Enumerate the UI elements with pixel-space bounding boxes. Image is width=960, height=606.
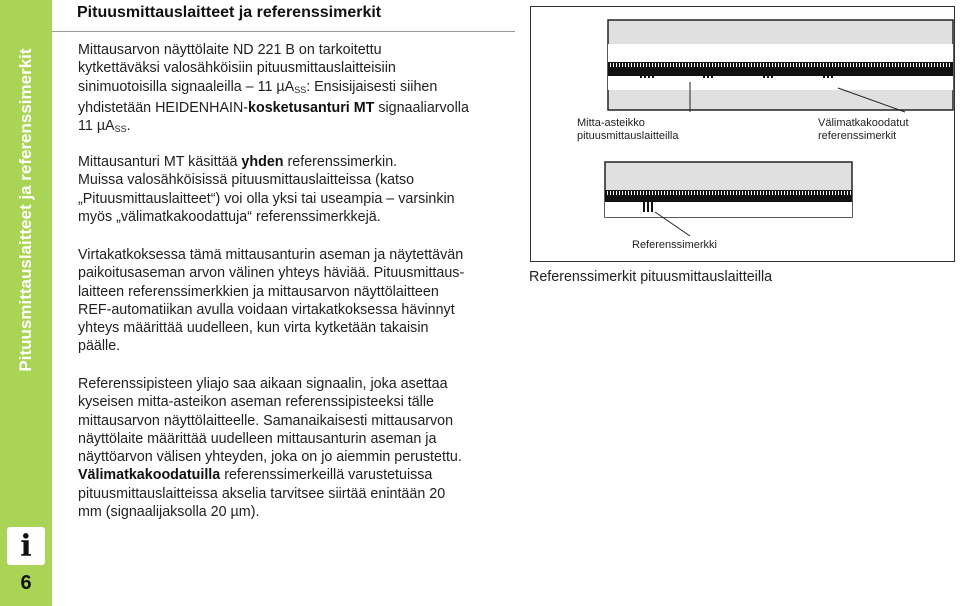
graduation-tick [865, 63, 866, 67]
graduation-tick [625, 191, 626, 195]
graduation-tick [652, 191, 653, 195]
figure-caption: Referenssimerkit pituusmittauslaitteilla [529, 269, 773, 285]
graduation-tick [748, 191, 749, 195]
graduation-tick [853, 63, 854, 67]
graduation-tick [688, 191, 689, 195]
graduation-tick [838, 191, 839, 195]
graduation-tick [886, 63, 887, 67]
graduation-tick [787, 63, 788, 67]
graduation-tick [910, 63, 911, 67]
scale-diagram [0, 0, 960, 300]
graduation-tick [826, 191, 827, 195]
graduation-tick [775, 191, 776, 195]
graduation-tick [643, 191, 644, 195]
graduation-tick [736, 191, 737, 195]
graduation-tick [760, 63, 761, 67]
graduation-tick [925, 63, 926, 67]
paragraph-intro: Mittausarvon näyttölaite ND 221 B on tarkoitettu kytkettäväksi valosähköisiin pituusmittauslaitteisiin sinimuotoisilla signaaleilla – 11 µA$_{SS}$: Ensisijaisesti siihen yhdistetään HEIDENHAIN-kosketusanturi MT signaaliarvolla 11 µA$_{SS}$. [78, 42, 469, 135]
graduation-tick [745, 191, 746, 195]
paragraph-power-failure: Virtakatkoksessa tämä mittausanturin aseman ja näytettävän paikoitusaseman arvon välinen yhteys häviää. Pituusmittaus- laitteen referenssimerkkien ja mittausarvon näyttölaitteen REF-automatiikan avulla voidaan virtakatkoksessa hävinnyt yhteys määrittää uudelleen, kun virta kytketään takaisin päälle. [78, 247, 465, 355]
graduation-tick [622, 63, 623, 67]
graduation-tick [841, 191, 842, 195]
graduation-tick [919, 63, 920, 67]
graduation-tick [715, 63, 716, 67]
graduation-tick [616, 191, 617, 195]
graduation-tick [709, 63, 710, 67]
graduation-tick [907, 63, 908, 67]
graduation-tick [703, 191, 704, 195]
graduation-tick [631, 191, 632, 195]
graduation-tick [922, 63, 923, 67]
graduation-tick [748, 63, 749, 67]
graduation-tick [652, 63, 653, 67]
graduation-tick [721, 63, 722, 67]
graduation-tick [739, 63, 740, 67]
graduation-tick [847, 63, 848, 67]
graduation-tick [778, 63, 779, 67]
graduation-tick [673, 63, 674, 67]
graduation-tick [733, 63, 734, 67]
graduation-tick [619, 191, 620, 195]
graduation-tick [838, 63, 839, 67]
graduation-tick [670, 191, 671, 195]
graduation-tick [658, 191, 659, 195]
graduation-tick [664, 63, 665, 67]
graduation-tick [712, 63, 713, 67]
graduation-tick [631, 63, 632, 67]
graduation-tick [610, 191, 611, 195]
graduation-tick [868, 63, 869, 67]
graduation-tick [817, 191, 818, 195]
graduation-tick [829, 63, 830, 67]
graduation-tick [763, 63, 764, 67]
graduation-tick [694, 191, 695, 195]
graduation-tick [724, 63, 725, 67]
graduation-tick [841, 63, 842, 67]
graduation-tick [673, 191, 674, 195]
graduation-tick [703, 63, 704, 67]
graduation-tick [787, 191, 788, 195]
graduation-tick [844, 63, 845, 67]
graduation-tick [637, 191, 638, 195]
graduation-tick [637, 63, 638, 67]
graduation-tick [784, 63, 785, 67]
graduation-tick [613, 191, 614, 195]
label-reference-mark: Referenssimerkki [632, 239, 717, 251]
graduation-tick [736, 63, 737, 67]
graduation-tick [655, 191, 656, 195]
graduation-tick [901, 63, 902, 67]
graduation-tick [616, 63, 617, 67]
reference-track-lower [605, 202, 852, 217]
single-reference-mark [643, 200, 653, 212]
graduation-tick [769, 191, 770, 195]
graduation-tick [880, 63, 881, 67]
graduation-tick [817, 63, 818, 67]
graduation-tick [913, 63, 914, 67]
graduation-tick [667, 191, 668, 195]
graduation-tick [763, 191, 764, 195]
graduation-tick [772, 191, 773, 195]
graduation-tick [814, 63, 815, 67]
graduation-tick [859, 63, 860, 67]
graduation-tick [730, 191, 731, 195]
graduation-tick [679, 63, 680, 67]
graduation-tick [766, 63, 767, 67]
graduation-tick [832, 63, 833, 67]
graduation-tick [742, 63, 743, 67]
graduation-tick [667, 63, 668, 67]
graduation-tick [808, 191, 809, 195]
graduation-tick [634, 191, 635, 195]
graduation-tick [682, 63, 683, 67]
graduation-tick [754, 191, 755, 195]
graduation-tick [697, 191, 698, 195]
graduation-tick [745, 63, 746, 67]
graduation-tick [934, 63, 935, 67]
graduation-tick [823, 191, 824, 195]
graduation-tick [946, 63, 947, 67]
graduation-tick [688, 63, 689, 67]
graduation-tick [784, 191, 785, 195]
graduation-tick [634, 63, 635, 67]
graduation-tick [613, 63, 614, 67]
graduation-tick [757, 63, 758, 67]
graduation-tick [676, 191, 677, 195]
graduation-tick [661, 191, 662, 195]
graduation-tick [772, 63, 773, 67]
graduation-tick [670, 63, 671, 67]
graduation-tick [649, 191, 650, 195]
graduation-tick [676, 63, 677, 67]
graduation-tick [646, 191, 647, 195]
graduation-tick [628, 191, 629, 195]
graduation-tick [850, 63, 851, 67]
graduation-tick [820, 63, 821, 67]
graduation-tick [721, 191, 722, 195]
graduation-tick [835, 191, 836, 195]
graduation-tick [751, 63, 752, 67]
page-title: Pituusmittauslaitteet ja referenssimerkit [77, 4, 382, 21]
reference-mark-group-3 [763, 68, 773, 78]
info-icon: i [7, 527, 45, 565]
graduation-tick [847, 191, 848, 195]
graduation-tick [856, 63, 857, 67]
graduation-tick [802, 63, 803, 67]
graduation-tick [724, 191, 725, 195]
graduation-tick [799, 63, 800, 67]
label-distance-coded: Välimatkakoodatut referenssimerkit [818, 117, 909, 142]
graduation-tick [766, 191, 767, 195]
graduation-tick [700, 191, 701, 195]
graduation-tick [682, 191, 683, 195]
graduation-tick [874, 63, 875, 67]
graduation-tick [775, 63, 776, 67]
graduation-tick [640, 63, 641, 67]
graduation-tick [691, 63, 692, 67]
graduation-tick [811, 191, 812, 195]
graduation-tick [943, 63, 944, 67]
graduation-tick [718, 191, 719, 195]
graduation-tick [808, 63, 809, 67]
graduation-tick [706, 191, 707, 195]
graduation-tick [793, 63, 794, 67]
graduation-tick [805, 191, 806, 195]
graduation-tick [799, 191, 800, 195]
graduation-tick [658, 63, 659, 67]
graduation-tick [835, 63, 836, 67]
graduation-tick [862, 63, 863, 67]
graduation-tick [679, 191, 680, 195]
graduation-tick [898, 63, 899, 67]
graduation-tick [739, 191, 740, 195]
graduation-tick [757, 191, 758, 195]
graduation-tick [712, 191, 713, 195]
reference-mark-group-2 [703, 68, 713, 78]
graduation-tick [916, 63, 917, 67]
graduation-tick [622, 191, 623, 195]
graduation-tick [685, 63, 686, 67]
paragraph-reference-point: Referenssipisteen yliajo saa aikaan signaalin, joka asettaa kyseisen mitta-asteikon aseman referenssipisteeksi tälle mittausarvon näyttölaitteelle. Samanaikaisesti mittausarvon näyttölaite määrittää uudelleen mittausanturin aseman ja näyttöarvon välisen yhteyden, joka on jo aiemmin perustettu. Välimatkakoodatuilla referenssimerkeillä varustetuissa pituusmittauslaitteissa akselia tarvitsee siirtää enintään 20 mm (signaalijaksolla 20 µm). [78, 376, 462, 521]
graduation-tick [742, 191, 743, 195]
graduation-tick [940, 63, 941, 67]
graduation-tick [892, 63, 893, 67]
graduation-tick [694, 63, 695, 67]
graduation-tick [832, 191, 833, 195]
graduation-tick [625, 63, 626, 67]
graduation-tick [937, 63, 938, 67]
graduation-tick [646, 63, 647, 67]
graduation-tick [715, 191, 716, 195]
graduation-tick [727, 191, 728, 195]
graduation-tick [928, 63, 929, 67]
graduation-tick [610, 63, 611, 67]
graduation-tick [730, 63, 731, 67]
graduation-tick [643, 63, 644, 67]
graduation-tick [805, 63, 806, 67]
graduation-tick [718, 63, 719, 67]
graduation-tick [814, 191, 815, 195]
graduation-tick [829, 191, 830, 195]
graduation-tick [733, 191, 734, 195]
graduation-tick [871, 63, 872, 67]
graduation-tick [904, 63, 905, 67]
graduation-tick [709, 191, 710, 195]
graduation-tick [790, 63, 791, 67]
graduation-tick [778, 191, 779, 195]
graduation-tick [820, 191, 821, 195]
graduation-tick [823, 63, 824, 67]
graduation-tick [793, 191, 794, 195]
reference-track [608, 76, 953, 90]
graduation-tick [850, 191, 851, 195]
graduation-tick [781, 63, 782, 67]
graduation-tick [826, 63, 827, 67]
graduation-tick [769, 63, 770, 67]
graduation-tick [889, 63, 890, 67]
graduation-tick [844, 191, 845, 195]
graduation-tick [697, 63, 698, 67]
graduation-tick [661, 63, 662, 67]
graduation-tick [700, 63, 701, 67]
graduation-tick [751, 191, 752, 195]
graduation-tick [619, 63, 620, 67]
graduation-tick [640, 191, 641, 195]
graduation-tick [664, 191, 665, 195]
graduation-tick [883, 63, 884, 67]
page-number: 6 [20, 572, 32, 594]
graduation-tick [607, 191, 608, 195]
graduation-tick [895, 63, 896, 67]
reference-mark-group-4 [823, 68, 833, 78]
graduation-tick [811, 63, 812, 67]
graduation-tick [796, 63, 797, 67]
graduation-tick [685, 191, 686, 195]
graduation-tick [781, 191, 782, 195]
graduation-tick [706, 63, 707, 67]
graduation-tick [931, 63, 932, 67]
graduation-tick [790, 191, 791, 195]
graduation-tick [796, 191, 797, 195]
graduation-tick [754, 63, 755, 67]
graduation-tick [655, 63, 656, 67]
graduation-tick [877, 63, 878, 67]
graduation-tick [949, 63, 950, 67]
graduation-tick [727, 63, 728, 67]
label-scale: Mitta-asteikko pituusmittauslaitteilla [577, 117, 679, 142]
graduation-tick [628, 63, 629, 67]
graduation-tick [760, 191, 761, 195]
paragraph-reference-marks: Mittausanturi MT käsittää yhden referenssimerkin. Muissa valosähköisissä pituusmittauslaitteissa (katso „Pituusmittauslaitteet“) voi olla yksi tai useampia – varsinkin myös „välimatkakoodattuja“ referenssimerkkejä. [78, 154, 455, 225]
graduation-tick [691, 191, 692, 195]
graduation-tick [802, 191, 803, 195]
graduation-tick [649, 63, 650, 67]
sidebar-title: Pituusmittauslaitteet ja referenssimerkit [16, 48, 35, 372]
